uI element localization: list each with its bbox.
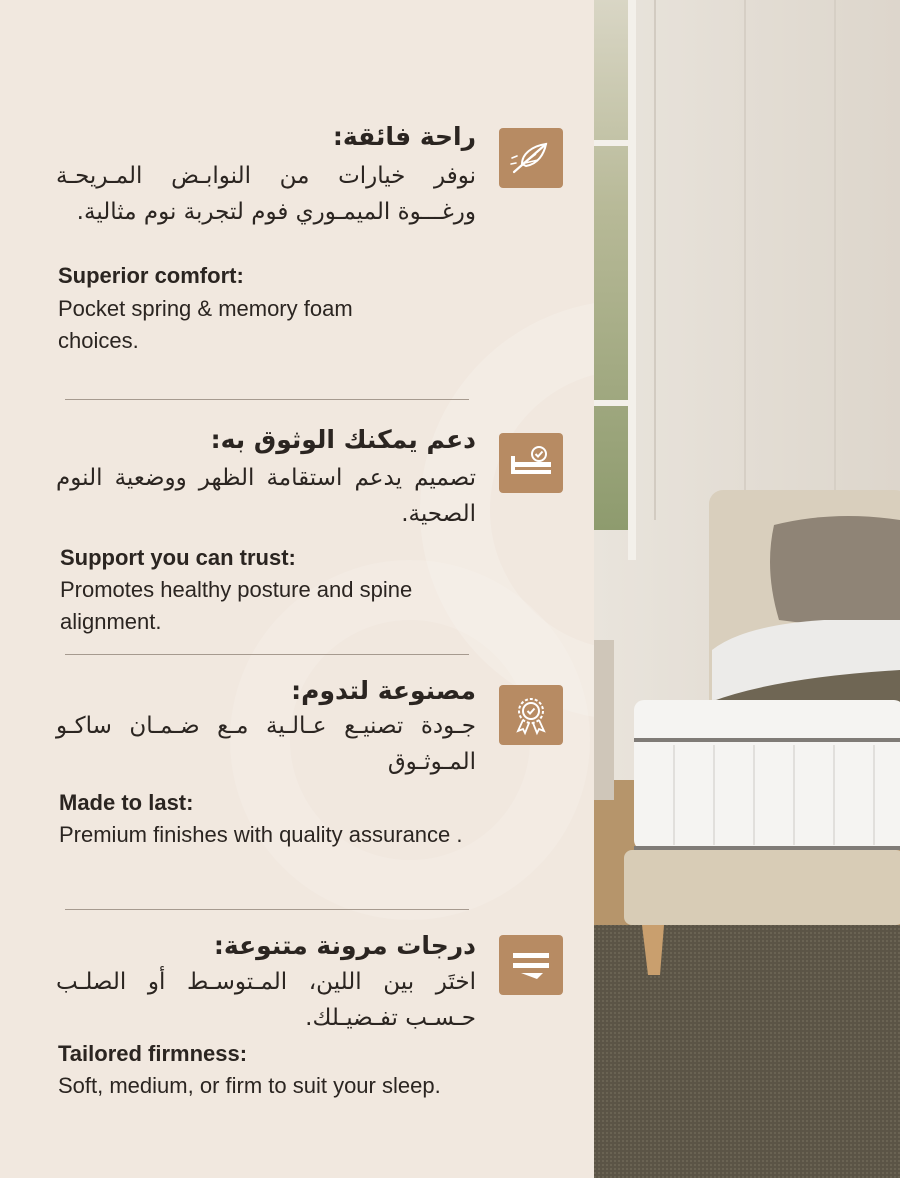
feature-ar-description: تصميم يدعم استقامة الظهر ووضعية النوم الصحية. [56,465,476,527]
divider [65,909,469,910]
firmness-layers-icon [499,935,563,995]
feature-ar-title: دعم يمكنك الوثوق به: [210,425,476,454]
bed-check-icon [499,433,563,493]
bedroom-mattress-photo [594,0,900,1178]
feature-en-description: Promotes healthy posture and spine alignment. [60,577,413,634]
feather-icon [499,128,563,188]
feature-ar-title: درجات مرونة متنوعة: [213,931,476,960]
feature-en-title: Made to last: [59,790,194,815]
feature-ar-description: نوفر خيارات من النوابـض المـريحـة ورغـــوة الميمـوري فوم لتجربة نوم مثالية. [56,163,476,225]
feature-en-title: Support you can trust: [60,545,296,570]
feature-en-description: Pocket spring & memory foam choices. [58,296,353,353]
feature-en-description: Soft, medium, or firm to suit your sleep. [58,1073,441,1098]
divider [65,399,469,400]
feature-en-title: Tailored firmness: [58,1041,248,1066]
feature-en-description: Premium finishes with quality assurance . [59,822,463,847]
feature-ar-title: مصنوعة لتدوم: [291,676,476,705]
feature-ar-description: اختَر بين اللين، المـتوسـط أو الصلـب حـسـب تفـضيـلك. [56,969,476,1031]
feature-ar-description: جـودة تصنيـع عـالـية مـع ضـمـان ساكـو المـوثـوق [56,713,476,775]
feature-ar-title: راحة فائقة: [332,122,476,151]
feature-en-title: Superior comfort: [58,263,244,288]
divider [65,654,469,655]
quality-badge-icon [499,685,563,745]
